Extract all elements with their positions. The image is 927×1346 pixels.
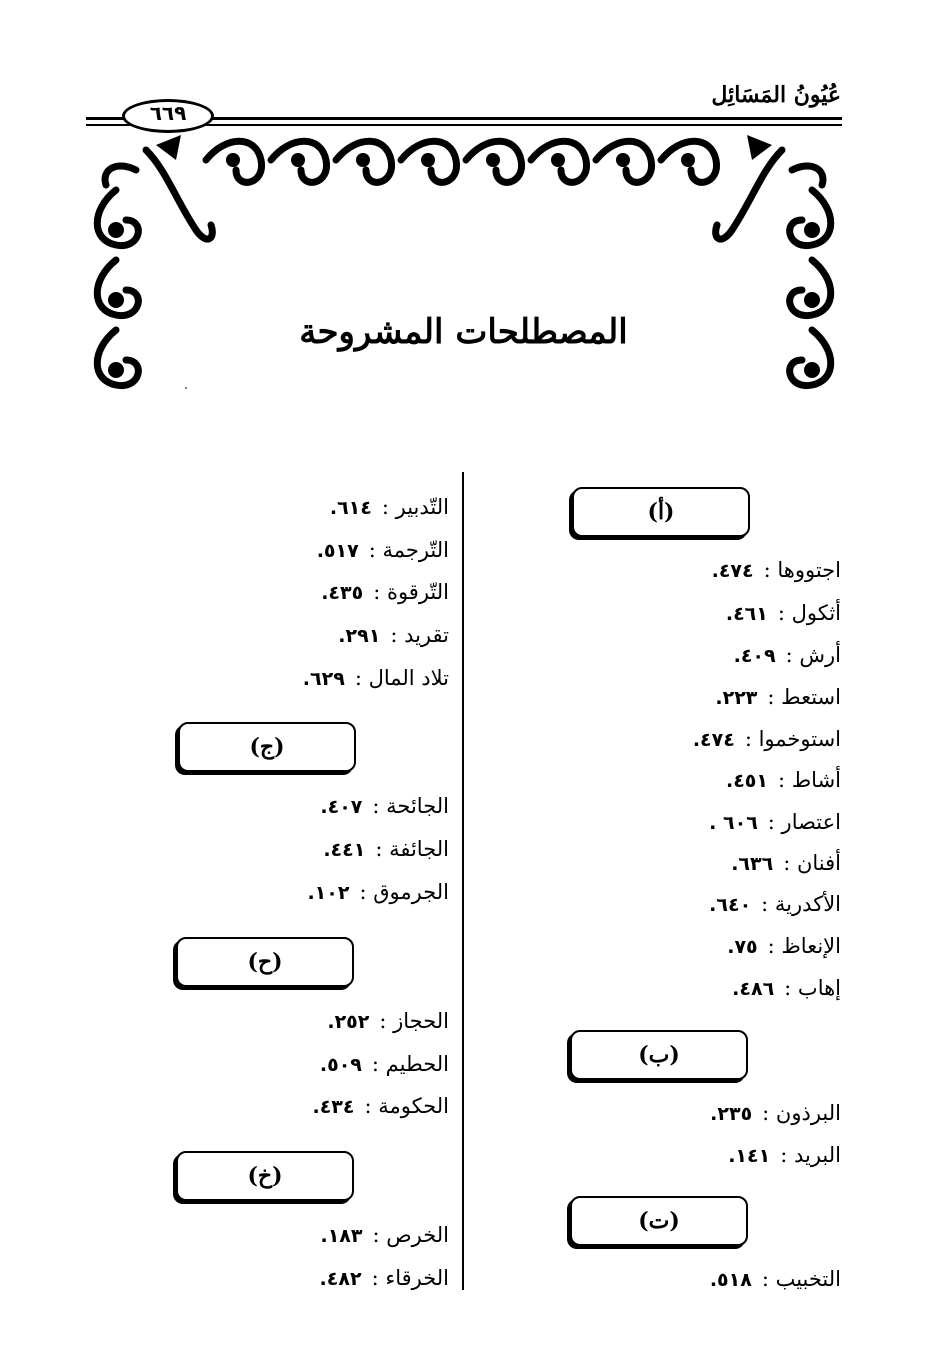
term-page: ٤٣٤. [312,1096,355,1118]
term-entry [709,810,841,834]
stray-dot [185,387,187,389]
term-label: الأكدرية : [761,892,841,916]
term-entry [734,643,841,667]
term-entry [709,892,841,916]
term-page: ٤٠٩. [733,645,776,667]
letter-heading-label: (ت) [638,1208,680,1234]
letter-heading-label: (أ) [647,499,675,525]
term-entry [712,558,841,582]
term-label: تلاد المال : [354,666,449,690]
term-page: ٢٣٥. [710,1103,753,1125]
term-entry [726,768,841,792]
term-page: ٦١٤. [329,497,372,519]
term-entry [323,837,449,861]
term-label: التّرقوة : [373,580,449,604]
term-entry [320,1052,449,1076]
letter-heading-label: (خ) [247,1163,283,1189]
term-page: ٦٠٦ . [709,812,758,834]
term-label: الحكومة : [364,1094,449,1118]
term-label: إهاب : [784,976,841,1000]
term-label: أشاط : [778,768,841,792]
term-entry [320,1266,449,1290]
term-entry [732,976,841,1000]
term-page: ٤٠٧. [320,796,363,818]
term-entry [312,1094,449,1118]
term-label: البرذون : [762,1101,841,1125]
term-label: البريد : [780,1143,841,1167]
term-label: الخرقاء : [371,1266,449,1290]
term-label: استعط : [767,685,841,709]
term-page: ٤٨٢. [319,1268,362,1290]
term-page: ٢٢٣. [715,687,758,709]
section-title: المصطلحات المشروحة [299,312,628,352]
term-entry [727,934,841,958]
term-entry [728,1143,841,1167]
term-page: ١٠٢. [307,882,350,904]
term-label: أثكول : [777,601,841,625]
term-page: ٥١٨. [709,1269,752,1291]
term-entry [303,666,449,690]
term-entry [731,851,841,875]
term-label: التّرجمة : [368,538,449,562]
term-entry [330,495,449,519]
term-label: التّدبير : [381,495,449,519]
term-label: الخرص : [372,1223,449,1247]
term-page: ٤٦١. [725,603,768,625]
term-page: ٥٠٩. [319,1054,362,1076]
term-entry [710,1101,841,1125]
letter-heading-ta [570,1196,748,1246]
term-page: ٥١٧. [316,540,359,562]
letter-heading-jim [178,722,356,772]
term-label: اعتصار : [767,810,841,834]
term-label: أفنان : [783,851,841,875]
term-entry [321,580,449,604]
column-divider [462,472,464,1290]
term-page: ٤٧٤. [711,560,754,582]
term-page: ٤٤١. [323,839,366,861]
letter-heading-ba [570,1030,748,1080]
term-label: استوخموا : [744,727,841,751]
term-label: الإنعاظ : [767,934,841,958]
page-number: ٦٦٩ [149,101,187,125]
term-entry [307,880,449,904]
term-page: ٢٩١. [338,625,381,647]
term-page: ٤٥١. [725,770,768,792]
running-title: عُيُونُ المَسَائِل [711,82,841,108]
term-page: ٤٨٦. [732,978,775,1000]
term-entry [693,727,841,751]
term-label: الحجاز : [379,1009,449,1033]
term-page: ٦٣٦. [731,853,774,875]
term-page: ٦٤٠. [709,894,752,916]
term-page: ١٤١. [728,1145,771,1167]
term-entry [320,794,449,818]
letter-heading-label: (ج) [249,734,285,760]
term-label: الجرموق : [359,880,449,904]
letter-heading-kha [176,1151,354,1201]
letter-heading-alif [572,487,750,537]
term-entry [338,623,449,647]
term-label: التخبيب : [761,1267,841,1291]
term-label: الجائفة : [375,837,449,861]
term-page: ٧٥. [727,936,758,958]
term-label: الجائحة : [372,794,449,818]
term-entry [715,685,841,709]
letter-heading-label: (ب) [638,1042,680,1068]
term-entry [320,1223,449,1247]
letter-heading-ha [176,937,354,987]
term-page: ٤٣٥. [321,582,364,604]
term-label: الحطيم : [371,1052,449,1076]
term-label: أرش : [785,643,841,667]
term-label: اجتووها : [763,558,841,582]
term-page: ٢٥٢. [327,1011,370,1033]
term-entry [726,601,841,625]
term-entry [327,1009,449,1033]
term-page: ١٨٣. [320,1225,363,1247]
letter-heading-label: (ح) [247,949,283,975]
term-entry [710,1267,841,1291]
term-entry [317,538,449,562]
ornament-frame [86,130,842,420]
term-label: تقريد : [390,623,449,647]
term-page: ٦٢٩. [302,668,345,690]
term-page: ٤٧٤. [692,729,735,751]
